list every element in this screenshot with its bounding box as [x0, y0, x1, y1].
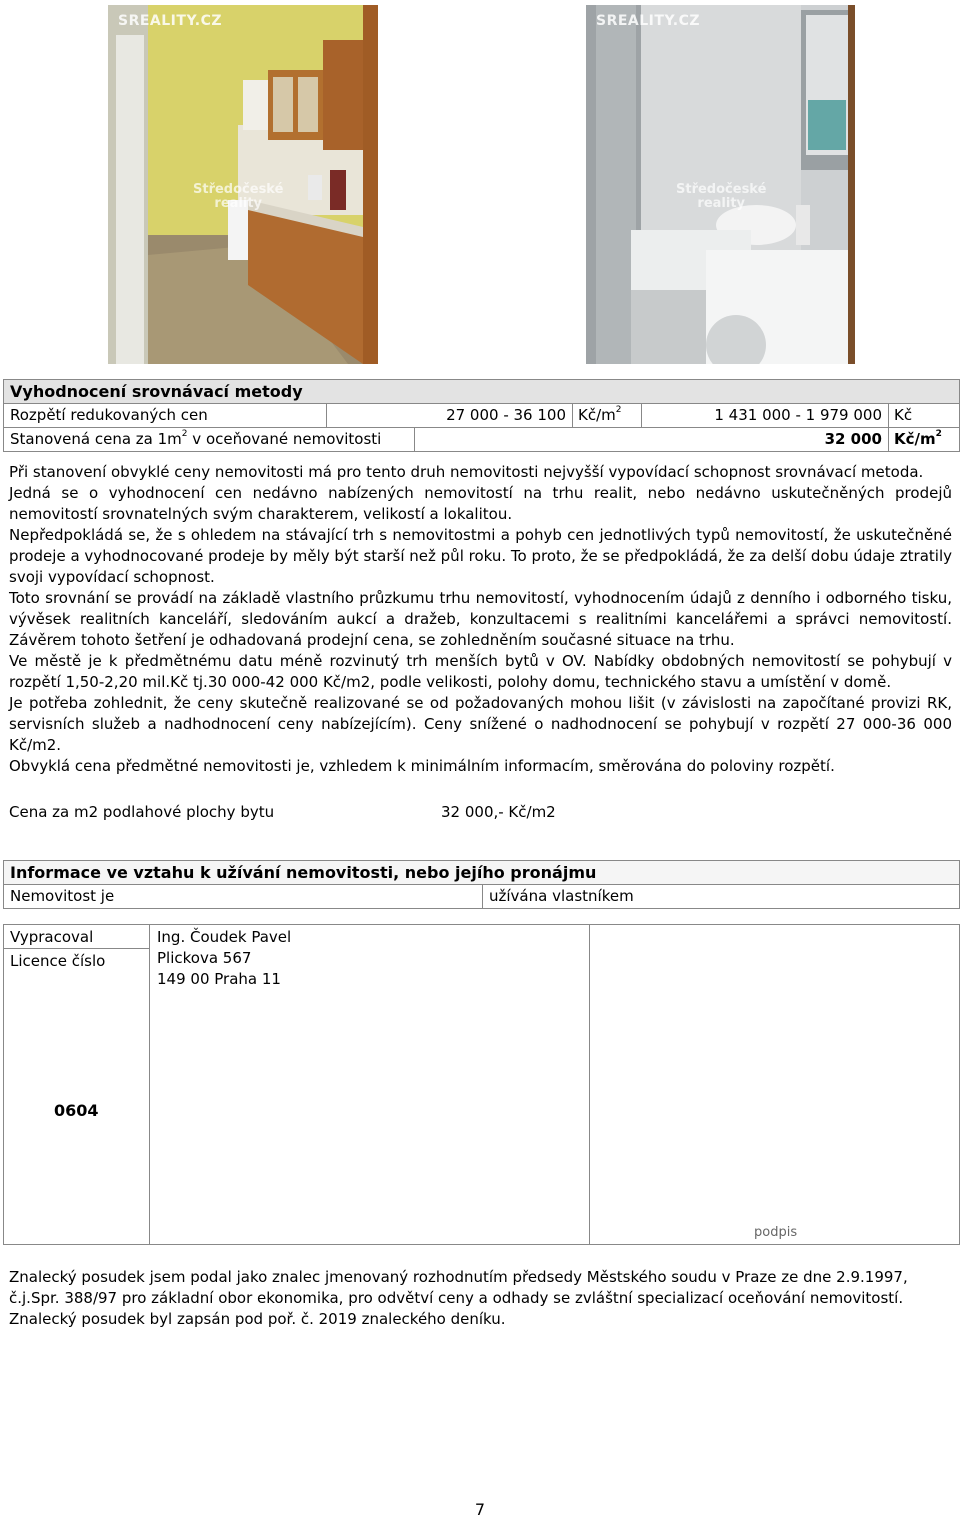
page-number: 7	[474, 1500, 486, 1519]
range-unit: $Kč/m^2$	[578, 405, 622, 424]
price-value: 32 000	[824, 430, 882, 448]
license-number: 0604	[54, 1101, 99, 1120]
paragraph: Jedná se o vyhodnocení cen nedávno nabízených nemovitostí na trhu realit, nebo nedávno uskutečněných prodejů nemovitostí srovnatelných svým charakterem, velikostí a lokalitou.	[9, 484, 952, 523]
paragraph: Nepředpokládá se, že s ohledem na stávající trh s nemovitostmi a pohyb cen jednotlivých typů nemovitostí, že uskutečněné prodeje a vyhodnocované prodeje by měly být starší než půl roku. To proto, že se předpokládá, že za delší dobu údaje ztratily svoji vypovídací schopnost.	[9, 526, 952, 586]
price-unit: $Kč/m^2$	[894, 429, 942, 448]
expert-statement: Znalecký posudek jsem podal jako znalec jmenovaný rozhodnutím předsedy Městského soudu v Praze ze dne 2.9.1997, č.j.Spr. 388/97 pro základní obor ekonomika, pro odvětví ceny a odhady se zvláštní specializací oceňování nemovitostí. Znalecký posudek byl zapsán pod poř. č. 2019 znaleckého deníku.	[9, 1268, 908, 1328]
kitchen-photo	[108, 5, 378, 364]
price-label: Stanovená cena za $1m^2$ v oceňované nemovitosti	[10, 429, 382, 448]
usage-label: Nemovitost je	[10, 887, 115, 905]
paragraph: Ve městě je k předmětnému datu méně rozvinutý trh menších bytů v OV. Nabídky obdobných nemovitostí se pohybují v rozpětí 1,50-2,20 mil.Kč tj.30 000-42 000 Kč/m2, podle velikosti, polohy domu, technického stavu a umístění v domě.	[9, 652, 952, 691]
explanation-text	[9, 462, 952, 777]
processor-city: 149 00 Praha 11	[157, 970, 281, 988]
evaluation-title: Vyhodnocení srovnávací metody	[4, 380, 959, 404]
summary-label: Cena za m2 podlahové plochy bytu	[9, 803, 275, 821]
watermark-text: SREALITY.CZ	[596, 13, 701, 29]
paragraph: Při stanovení obvyklé ceny nemovitosti má pro tento druh nemovitosti nejvyšší vypovídací schopnost srovnávací metoda.	[9, 463, 924, 481]
range-row	[4, 404, 959, 428]
price-row	[4, 428, 959, 451]
usage-table	[3, 860, 960, 909]
watermark-text: SREALITY.CZ	[118, 13, 223, 29]
summary-value: 32 000,- Kč/m2	[441, 803, 556, 821]
range-label: Rozpětí redukovaných cen	[10, 406, 208, 424]
evaluation-table	[3, 379, 960, 452]
watermark-logo: Středočeské reality	[676, 182, 767, 211]
usage-title: Informace ve vztahu k užívání nemovitosti, nebo jejího pronájmu	[4, 861, 959, 885]
usage-value: užívána vlastníkem	[489, 887, 634, 905]
processed-label: Vypracoval	[10, 928, 94, 946]
paragraph: Toto srovnání se provádí na základě vlastního průzkumu trhu nemovitostí, vyhodnocením údajů z denního i odborného tisku, vývěsek realitních kanceláří, sledováním aukcí a dražeb, konzultacemi s realitními kancelářemi a správci nemovitostí. Závěrem tohoto šetření je odhadovaná prodejní cena, se zohledněním současné situace na trhu.	[9, 589, 952, 649]
processor-name: Ing. Čoudek Pavel	[157, 928, 292, 946]
paragraph: Je potřeba zohlednit, že ceny skutečně realizované se od požadovaných mohou lišit (v závislosti na započítané provizi RK, servisních služeb a nadhodnocení ceny nabízejícím). Ceny snížené o nadhodnocení se pohybují v rozpětí 27 000-36 000 Kč/m2.	[9, 694, 952, 754]
total-range: 1 431 000 - 1 979 000	[714, 406, 882, 424]
license-label: Licence číslo	[10, 952, 106, 970]
paragraph: Obvyklá cena předmětné nemovitosti je, vzhledem k minimálním informacím, směrována do poloviny rozpětí.	[9, 757, 835, 775]
bathroom-photo	[586, 5, 855, 364]
signature-label: podpis	[754, 1225, 798, 1240]
watermark-logo: Středočeské reality	[193, 182, 284, 211]
usage-row	[4, 885, 959, 908]
processor-table	[3, 924, 960, 1245]
processor-street: Plickova 567	[157, 949, 252, 967]
total-unit: Kč	[894, 406, 913, 424]
range-value: 27 000 - 36 100	[446, 406, 566, 424]
